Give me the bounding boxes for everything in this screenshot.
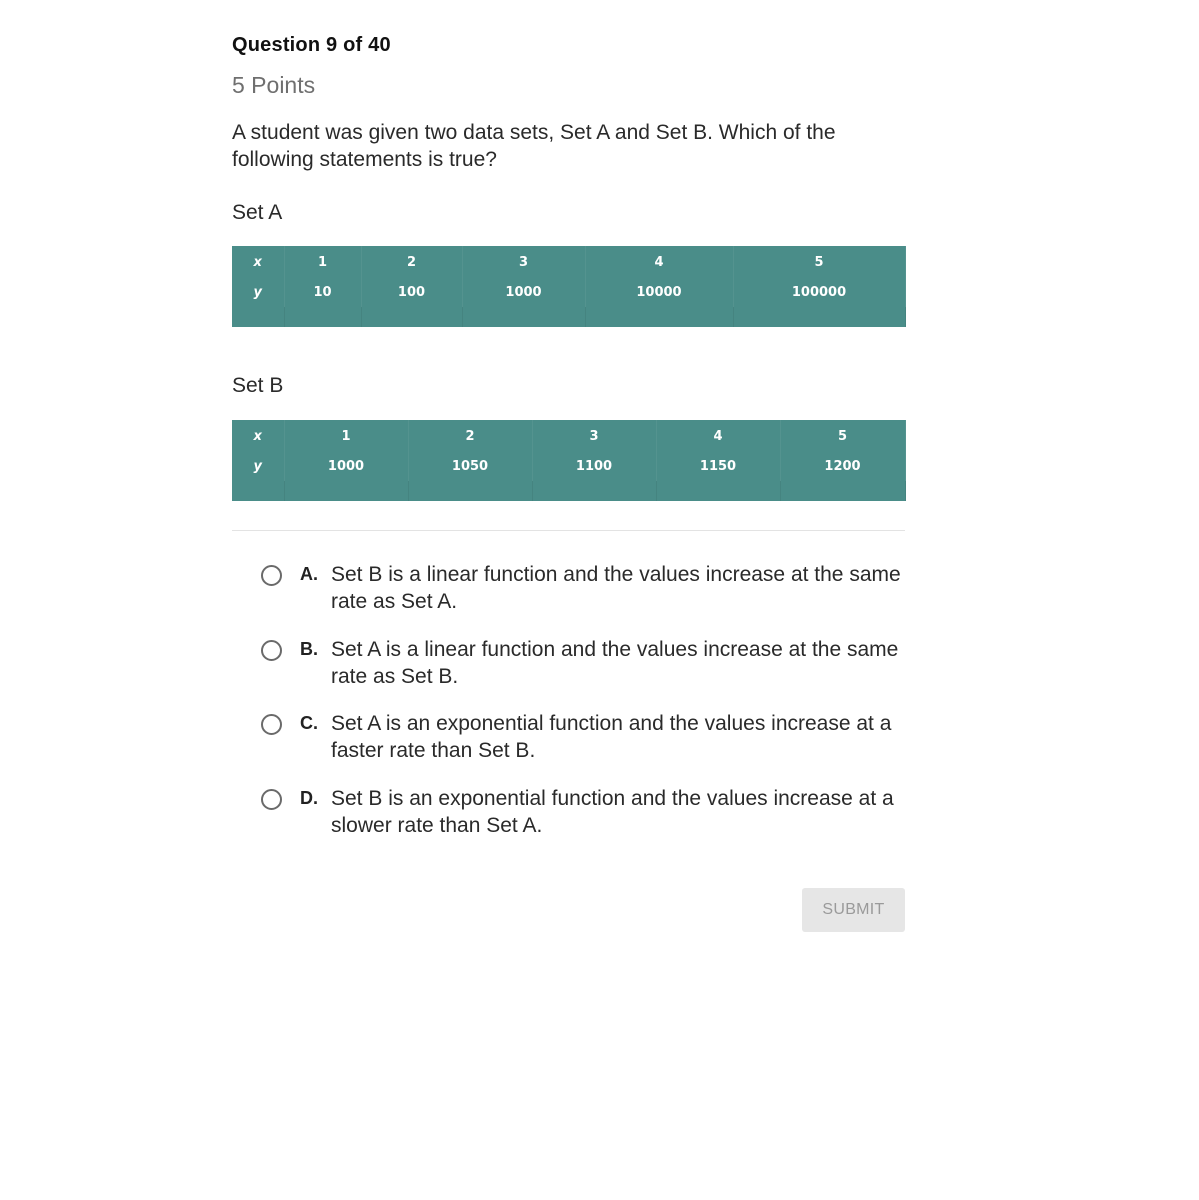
table-cell: 10000	[585, 278, 733, 307]
radio-button-a[interactable]	[261, 565, 282, 586]
question-points: 5 Points	[232, 72, 316, 98]
y-header-cell: y	[232, 452, 284, 481]
empty-cell	[284, 307, 361, 327]
option-b[interactable]	[261, 636, 911, 690]
empty-cell	[284, 481, 408, 501]
table-cell: 3	[462, 246, 585, 278]
empty-cell	[462, 307, 585, 327]
radio-button-d[interactable]	[261, 789, 282, 810]
table-cell: 100	[361, 278, 462, 307]
empty-cell	[361, 307, 462, 327]
empty-cell	[733, 307, 905, 327]
option-letter: A.	[300, 564, 318, 584]
option-letter: B.	[300, 638, 318, 659]
table-cell: 1050	[408, 452, 532, 481]
set-a-y-row	[232, 278, 905, 307]
submit-button[interactable]: SUBMIT	[802, 888, 905, 932]
table-cell: 4	[585, 246, 733, 278]
x-header-cell: x	[232, 420, 284, 452]
set-b-label: Set B	[232, 374, 284, 397]
option-d[interactable]	[261, 785, 911, 839]
option-text: Set B is an exponential function and the values increase at a slower rate than Set A.	[331, 786, 894, 837]
table-cell: 2	[408, 420, 532, 452]
table-empty-row	[232, 307, 905, 327]
option-text: Set B is a linear function and the values increase at the same rate as Set A.	[331, 563, 901, 613]
table-cell: 1100	[532, 452, 656, 481]
option-a[interactable]	[261, 561, 911, 615]
radio-button-c[interactable]	[261, 714, 282, 735]
table-cell: 100000	[733, 278, 905, 307]
x-header-cell: x	[232, 246, 284, 278]
question-header: Question 9 of 40	[232, 34, 391, 56]
set-b-y-row	[232, 452, 905, 481]
question-prompt: A student was given two data sets, Set A and Set B. Which of the following statements is true?	[232, 121, 836, 171]
empty-cell	[232, 307, 284, 327]
table-cell: 1000	[462, 278, 585, 307]
table-empty-row	[232, 481, 905, 501]
table-cell: 1000	[284, 452, 408, 481]
radio-button-b[interactable]	[261, 640, 282, 661]
table-cell: 1150	[656, 452, 780, 481]
table-cell: 2	[361, 246, 462, 278]
table-cell: 5	[780, 420, 905, 452]
option-letter: D.	[300, 787, 318, 808]
set-a-x-row	[232, 246, 905, 278]
empty-cell	[532, 481, 656, 501]
answer-options	[261, 561, 911, 859]
table-cell: 1	[284, 420, 408, 452]
table-cell: 1200	[780, 452, 905, 481]
table-cell: 5	[733, 246, 905, 278]
option-c[interactable]	[261, 710, 911, 764]
option-letter: C.	[300, 713, 318, 733]
option-text: Set A is a linear function and the values increase at the same rate as Set B.	[331, 637, 899, 688]
option-text: Set A is an exponential function and the values increase at a faster rate than Set B.	[331, 712, 892, 762]
set-a-table	[232, 246, 906, 327]
empty-cell	[656, 481, 780, 501]
set-b-x-row	[232, 420, 905, 452]
table-cell: 3	[532, 420, 656, 452]
set-b-table	[232, 420, 906, 501]
empty-cell	[232, 481, 284, 501]
table-cell: 10	[284, 278, 361, 307]
set-a-label: Set A	[232, 201, 283, 224]
table-cell: 4	[656, 420, 780, 452]
empty-cell	[585, 307, 733, 327]
y-header-cell: y	[232, 278, 284, 307]
divider	[232, 530, 905, 531]
empty-cell	[780, 481, 905, 501]
empty-cell	[408, 481, 532, 501]
table-cell: 1	[284, 246, 361, 278]
